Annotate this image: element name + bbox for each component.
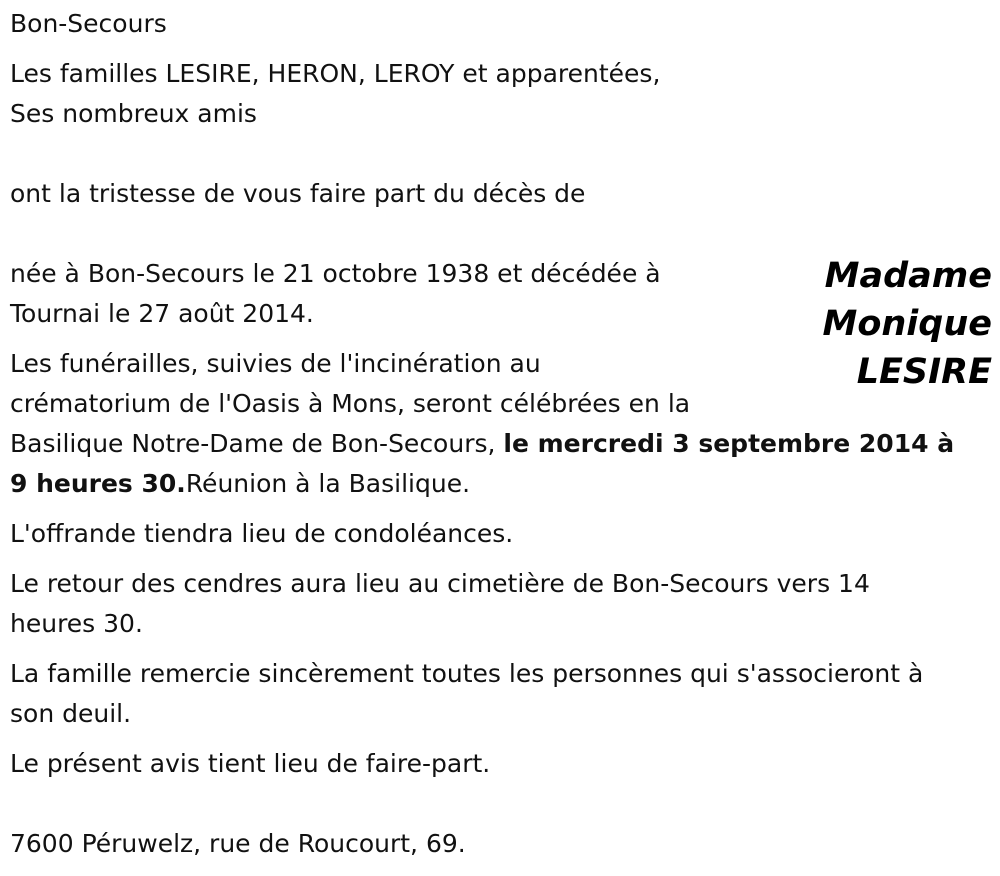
address-line: 7600 Péruwelz, rue de Roucourt, 69.	[10, 829, 466, 858]
ashes-line-1: Le retour des cendres aura lieu au cimetière de Bon-Secours vers 14	[10, 569, 870, 598]
funeral-line-1: Les funérailles, suivies de l'incinération au	[10, 349, 541, 378]
deceased-first-name: Monique	[822, 304, 992, 344]
funeral-date: le mercredi 3 septembre 2014 à	[503, 429, 955, 458]
ashes-line-2: heures 30.	[10, 609, 143, 638]
funeral-line-4	[10, 464, 470, 504]
funeral-line-3	[10, 424, 954, 464]
notice-line: Le présent avis tient lieu de faire-part.	[10, 749, 491, 778]
announcement-line: ont la tristesse de vous faire part du décès de	[10, 179, 586, 208]
deceased-last-name: LESIRE	[856, 352, 992, 392]
thanks-line-1: La famille remercie sincèrement toutes les personnes qui s'associeront à	[10, 659, 924, 688]
birth-death-line-2: Tournai le 27 août 2014.	[10, 299, 314, 328]
funeral-time: 9 heures 30.	[10, 469, 186, 498]
friends-line: Ses nombreux amis	[10, 99, 257, 128]
families-line: Les familles LESIRE, HERON, LEROY et apparentées,	[10, 59, 661, 88]
deceased-title: Madame	[824, 256, 992, 296]
offering-line: L'offrande tiendra lieu de condoléances.	[10, 519, 514, 548]
birth-death-line-1: née à Bon-Secours le 21 octobre 1938 et décédée à	[10, 259, 661, 288]
town-heading: Bon-Secours	[10, 9, 167, 38]
funeral-line-4-plain: Réunion à la Basilique.	[185, 469, 471, 498]
funeral-line-3-plain: Basilique Notre-Dame de Bon-Secours,	[10, 429, 504, 458]
thanks-line-2: son deuil.	[10, 699, 132, 728]
funeral-line-2: crématorium de l'Oasis à Mons, seront célébrées en la	[10, 389, 691, 418]
